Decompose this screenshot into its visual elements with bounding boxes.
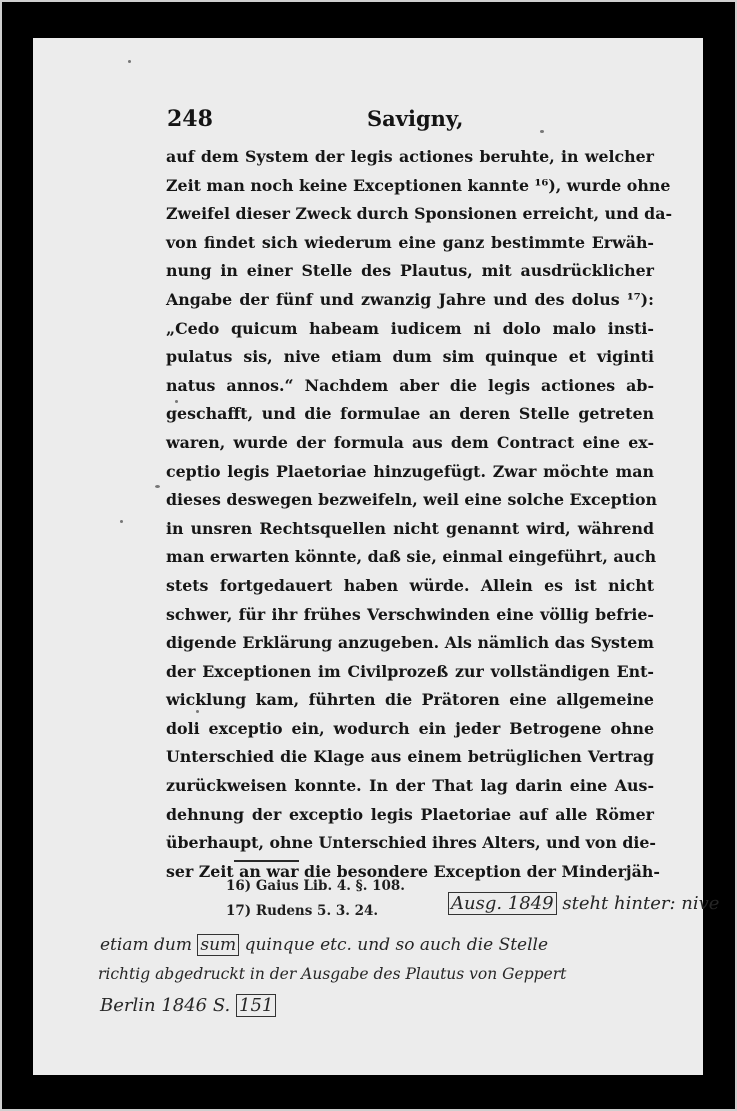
text-line: „Cedo quicum habeam iudicem ni dolo malo insti-	[166, 318, 654, 338]
handwritten-note-line	[100, 935, 548, 955]
text-line: stets fortgedauert haben würde. Allein es ist nicht	[166, 575, 654, 595]
handwritten-note-line	[448, 893, 719, 914]
text-line: dehnung der exceptio legis Plaetoriae auf alle Römer	[166, 804, 654, 824]
text-line: waren, wurde der formula aus dem Contract eine ex-	[166, 432, 654, 452]
text-line: man erwarten könnte, daß sie, einmal eingeführt, auch	[166, 547, 657, 567]
text-line: in unsren Rechtsquellen nicht genannt wird, während	[166, 518, 654, 538]
handwritten-boxed-text: sum	[197, 934, 239, 956]
text-line: zurückweisen konnte. In der That lag darin eine Aus-	[166, 776, 654, 796]
paper-speck	[128, 60, 131, 63]
text-line: pulatus sis, nive etiam dum sim quinque et viginti	[166, 347, 654, 367]
text-line: ser Zeit an war die besondere Exception der Minderjäh-	[166, 861, 660, 881]
text-line: schwer, für ihr frühes Verschwinden eine völlig befrie-	[166, 604, 654, 624]
footnote-rule	[234, 860, 299, 862]
text-line: doli exceptio ein, wodurch ein jeder Betrogene ohne	[166, 718, 654, 738]
body-text	[166, 143, 673, 886]
text-line: überhaupt, ohne Unterschied ihres Alters, und von die-	[166, 833, 656, 853]
text-line: wicklung kam, führten die Prätoren eine allgemeine	[166, 690, 654, 710]
handwritten-text: etiam dum	[100, 935, 192, 955]
text-line: dieses deswegen bezweifeln, weil eine solche Exception	[166, 490, 658, 510]
text-line: Zeit man noch keine Exceptionen kannte ¹⁶), wurde ohne	[166, 175, 671, 195]
running-title: Savigny,	[367, 106, 464, 131]
text-line: Zweifel dieser Zweck durch Sponsionen erreicht, und da-	[166, 204, 673, 224]
text-line: Angabe der fünf und zwanzig Jahre und des dolus ¹⁷):	[166, 289, 654, 309]
footnote: 16) Gaius Lib. 4. §. 108.	[226, 878, 405, 894]
handwritten-note-line: richtig abgedruckt in der Ausgabe des Plautus von Geppert	[98, 965, 567, 983]
text-line: nung in einer Stelle des Plautus, mit ausdrücklicher	[166, 261, 654, 281]
handwritten-text: quinque etc. und so auch die Stelle	[244, 935, 549, 955]
handwritten-text: Berlin 1846 S.	[100, 995, 231, 1016]
text-line: ceptio legis Plaetoriae hinzugefügt. Zwar möchte man	[166, 461, 654, 481]
paper-speck	[155, 485, 160, 488]
text-line: geschafft, und die formulae an deren Stelle getreten	[166, 404, 654, 424]
handwritten-boxed-text: Ausg. 1849	[448, 892, 557, 915]
handwritten-note-line	[100, 995, 276, 1016]
paper-speck	[120, 520, 123, 523]
text-line: von findet sich wiederum eine ganz bestimmte Erwäh-	[166, 232, 654, 252]
page-number: 248	[167, 106, 213, 132]
page-header	[167, 106, 637, 136]
handwritten-boxed-text: 151	[236, 994, 276, 1017]
handwritten-text: steht hinter: nive	[562, 893, 720, 914]
text-line: Unterschied die Klage aus einem betrüglichen Vertrag	[166, 747, 654, 767]
text-line: digende Erklärung anzugeben. Als nämlich das System	[166, 633, 654, 653]
text-line: natus annos.“ Nachdem aber die legis actiones ab-	[166, 375, 654, 395]
text-line: auf dem System der legis actiones beruhte, in welcher	[166, 147, 654, 166]
text-line: der Exceptionen im Civilprozeß zur vollständigen Ent-	[166, 661, 654, 681]
footnote: 17) Rudens 5. 3. 24.	[226, 903, 379, 919]
